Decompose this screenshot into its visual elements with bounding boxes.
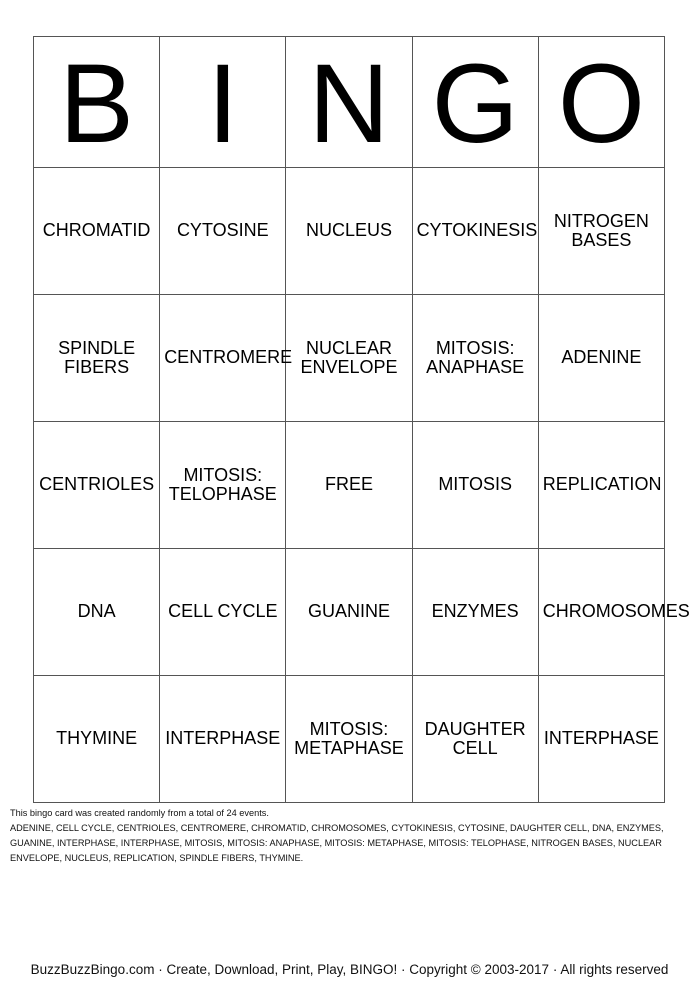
bingo-row [34, 676, 665, 803]
header-letter-i: I [160, 37, 286, 168]
bingo-cell: NUCLEAR ENVELOPE [286, 295, 412, 422]
header-letter-n: N [286, 37, 412, 168]
bingo-cell: MITOSIS [412, 422, 538, 549]
bingo-cell: CHROMATID [34, 168, 160, 295]
bingo-cell: INTERPHASE [160, 676, 286, 803]
bingo-cell: DAUGHTER CELL [412, 676, 538, 803]
bingo-cell: CYTOSINE [160, 168, 286, 295]
bingo-cell: GUANINE [286, 549, 412, 676]
bingo-cell: NITROGEN BASES [538, 168, 664, 295]
bingo-cell: ADENINE [538, 295, 664, 422]
card-summary: This bingo card was created randomly from a total of 24 events. [10, 808, 269, 818]
free-space-cell: FREE [286, 422, 412, 549]
bingo-cell: ENZYMES [412, 549, 538, 676]
bingo-card [33, 36, 690, 803]
bingo-cell: CELL CYCLE [160, 549, 286, 676]
bingo-cell: MITOSIS: METAPHASE [286, 676, 412, 803]
event-list: ADENINE, CELL CYCLE, CENTRIOLES, CENTROMERE, CHROMATID, CHROMOSOMES, CYTOKINESIS, CYTOSINE, DAUGHTER CELL, DNA, ENZYMES, GUANINE, INTERPHASE, INTERPHASE, MITOSIS, MITOSIS: ANAPHASE, MITOSIS: METAPHASE, MITOSIS: TELOPHASE, NITROGEN BASES, NUCLEAR ENVELOPE, NUCLEUS, REPLICATION, SPINDLE FIBERS, THYMINE. [10, 823, 664, 863]
bingo-row [34, 168, 665, 295]
bingo-header-row [34, 37, 665, 168]
card-info [10, 806, 690, 866]
header-letter-g: G [412, 37, 538, 168]
bingo-row [34, 422, 665, 549]
bingo-cell: REPLICATION [538, 422, 664, 549]
bingo-cell: MITOSIS: ANAPHASE [412, 295, 538, 422]
bingo-cell: MITOSIS: TELOPHASE [160, 422, 286, 549]
bingo-cell: THYMINE [34, 676, 160, 803]
bingo-cell: INTERPHASE [538, 676, 664, 803]
header-letter-o: O [538, 37, 664, 168]
bingo-cell: CHROMOSOMES [538, 549, 664, 676]
bingo-cell: CENTRIOLES [34, 422, 160, 549]
header-letter-b: B [34, 37, 160, 168]
bingo-row [34, 295, 665, 422]
bingo-cell: NUCLEUS [286, 168, 412, 295]
bingo-cell: CENTROMERE [160, 295, 286, 422]
bingo-cell: SPINDLE FIBERS [34, 295, 160, 422]
footer-copyright: BuzzBuzzBingo.com · Create, Download, Print, Play, BINGO! · Copyright © 2003-2017 · All rights reserved [30, 962, 669, 977]
bingo-cell: CYTOKINESIS [412, 168, 538, 295]
bingo-row [34, 549, 665, 676]
bingo-cell: DNA [34, 549, 160, 676]
